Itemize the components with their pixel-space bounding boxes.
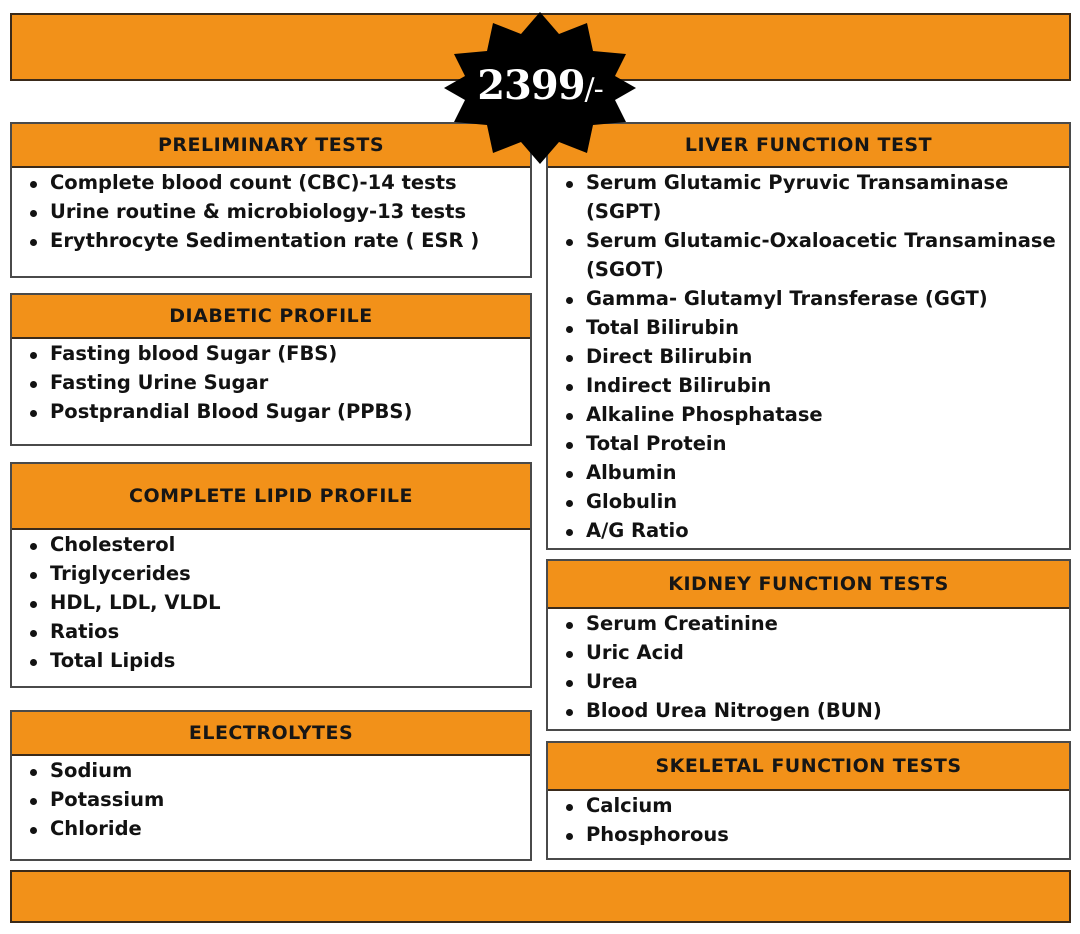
list-item: Serum Glutamic Pyruvic Transaminase (SGPT) [562, 168, 1069, 226]
list-item: Serum Glutamic-Oxaloacetic Transaminase (SGOT) [562, 226, 1069, 284]
list-item: Total Protein [562, 429, 1069, 458]
section-title: LIVER FUNCTION TEST [548, 124, 1069, 168]
list-item: Blood Urea Nitrogen (BUN) [562, 696, 1069, 725]
section-liver-function-test [546, 122, 1071, 550]
test-list [12, 168, 530, 255]
list-item: Total Bilirubin [562, 313, 1069, 342]
section-title: DIABETIC PROFILE [12, 295, 530, 339]
list-item: Cholesterol [26, 530, 530, 559]
section-kidney-function-tests [546, 559, 1071, 731]
list-item: Urea [562, 667, 1069, 696]
list-item: Fasting blood Sugar (FBS) [26, 339, 530, 368]
test-list [548, 791, 1069, 849]
test-list [12, 530, 530, 675]
test-list [12, 756, 530, 843]
section-diabetic-profile [10, 293, 532, 446]
list-item: HDL, LDL, VLDL [26, 588, 530, 617]
section-title: COMPLETE LIPID PROFILE [12, 464, 530, 530]
list-item: Chloride [26, 814, 530, 843]
list-item: Fasting Urine Sugar [26, 368, 530, 397]
list-item: Sodium [26, 756, 530, 785]
list-item: Serum Creatinine [562, 609, 1069, 638]
section-title: ELECTROLYTES [12, 712, 530, 756]
list-item: Triglycerides [26, 559, 530, 588]
list-item: A/G Ratio [562, 516, 1069, 545]
section-complete-lipid-profile [10, 462, 532, 688]
section-electrolytes [10, 710, 532, 861]
list-item: Gamma- Glutamyl Transferase (GGT) [562, 284, 1069, 313]
list-item: Direct Bilirubin [562, 342, 1069, 371]
list-item: Globulin [562, 487, 1069, 516]
list-item: Complete blood count (CBC)-14 tests [26, 168, 530, 197]
list-item: Potassium [26, 785, 530, 814]
test-list [548, 609, 1069, 725]
test-list [12, 339, 530, 426]
list-item: Erythrocyte Sedimentation rate ( ESR ) [26, 226, 530, 255]
list-item: Phosphorous [562, 820, 1069, 849]
section-title: PRELIMINARY TESTS [12, 124, 530, 168]
list-item: Urine routine & microbiology-13 tests [26, 197, 530, 226]
section-title: SKELETAL FUNCTION TESTS [548, 743, 1069, 791]
price-suffix: /- [584, 72, 603, 107]
bottom-banner [10, 870, 1071, 923]
section-skeletal-function-tests [546, 741, 1071, 860]
list-item: Ratios [26, 617, 530, 646]
list-item: Postprandial Blood Sugar (PPBS) [26, 397, 530, 426]
list-item: Calcium [562, 791, 1069, 820]
list-item: Alkaline Phosphatase [562, 400, 1069, 429]
list-item: Albumin [562, 458, 1069, 487]
price-label [442, 62, 638, 109]
list-item: Total Lipids [26, 646, 530, 675]
price-value: 2399 [477, 62, 585, 109]
test-list [548, 168, 1069, 545]
list-item: Uric Acid [562, 638, 1069, 667]
section-title: KIDNEY FUNCTION TESTS [548, 561, 1069, 609]
list-item: Indirect Bilirubin [562, 371, 1069, 400]
